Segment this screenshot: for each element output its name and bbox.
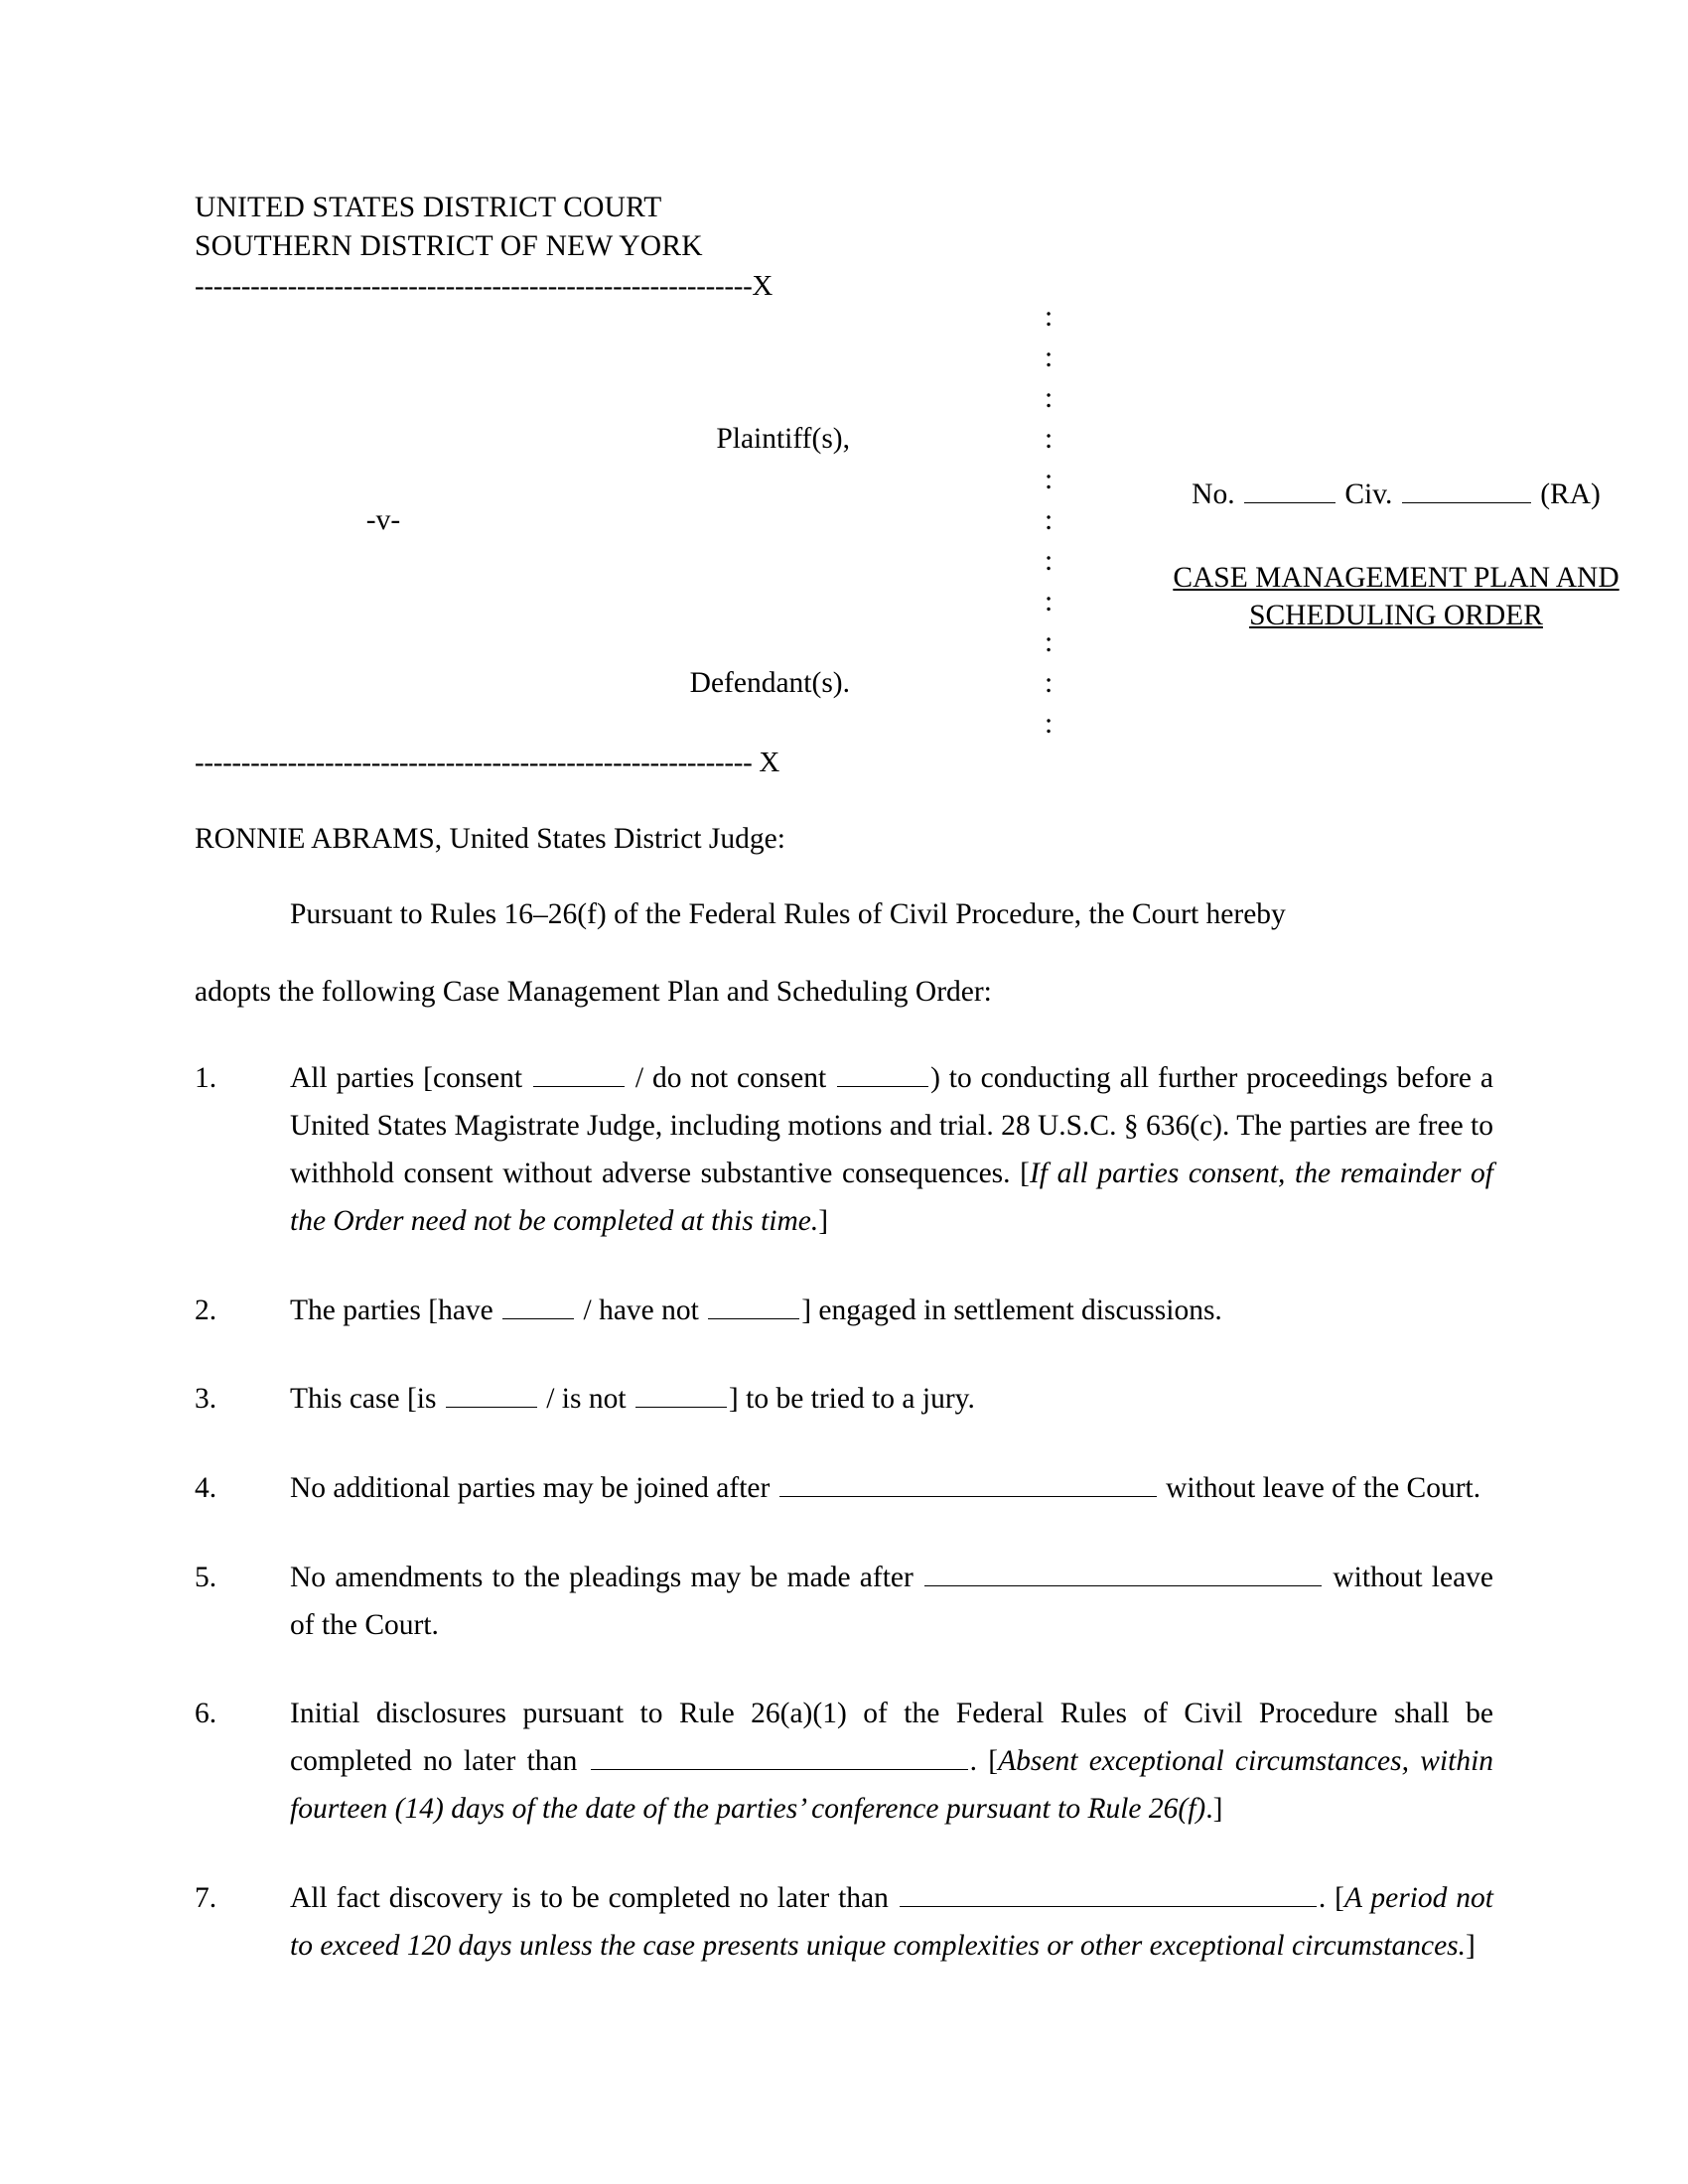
defendant-label: Defendant(s). [689,666,850,699]
caption-bottom-rule: ------------------------------------------------------------ X [195,746,780,778]
docket-case-blank[interactable] [1402,476,1531,503]
item-text: without leave of the Court. [290,1561,1494,1641]
fill-in-blank[interactable] [446,1380,537,1408]
caption-colon: : [1045,422,1054,455]
caption-block [195,300,1619,754]
caption-colon: : [1045,707,1054,740]
item-text: ] to be tried to a jury. [728,1383,975,1416]
numbered-item [195,1055,1493,1245]
caption-colon: : [1045,666,1054,699]
caption-colon: : [1045,544,1054,577]
item-italic-note: Absent exceptional circumstances, within fourteen (14) days of the date of the parties’ conference pursuant to Rule 26(f) [290,1745,1494,1826]
docket-judge-initials: (RA) [1540,478,1601,510]
item-text: This case [is [290,1383,444,1416]
item-number: 5. [195,1561,217,1593]
docket-prefix: No. [1192,478,1235,510]
item-text: ] [1466,1929,1476,1962]
item-text: / is not [538,1383,633,1416]
docket-civ-label: Civ. [1344,478,1393,510]
item-text: Initial disclosures pursuant to Rule 26(a)(1) of the Federal Rules of Civil Procedure shall be completed no later than [290,1698,1493,1778]
item-text: / have not [576,1294,707,1326]
item-text: All fact discovery is to be completed no later than [290,1881,898,1914]
fill-in-blank[interactable] [533,1059,625,1087]
fill-in-blank[interactable] [591,1742,968,1770]
caption-colon: : [1045,463,1054,495]
numbered-item [195,1875,1493,1971]
judge-signature-line: RONNIE ABRAMS, United States District Judge: [195,822,785,855]
item-text: ] engaged in settlement discussions. [801,1294,1222,1326]
numbered-item [195,1376,1493,1424]
numbered-item [195,1288,1493,1335]
caption-colon: : [1045,341,1054,373]
intro-paragraph: Pursuant to Rules 16–26(f) of the Federal Rules of Civil Procedure, the Court hereby [290,897,1286,930]
intro-paragraph-continued: adopts the following Case Management Plan and Scheduling Order: [195,975,992,1008]
document-title [1118,559,1674,635]
fill-in-blank[interactable] [779,1469,1157,1497]
caption-colon: : [1045,503,1054,536]
document-title-line-1: CASE MANAGEMENT PLAN AND [1173,561,1619,594]
item-text: No amendments to the pleadings may be made after [290,1561,923,1593]
item-text: ) to conducting all further proceedings before a United States Magistrate Judge, including motions and trial. 28 U.S.C. § 636(c). The parties are free to withhold consent without adverse substantive consequences. [ [290,1062,1493,1189]
caption-colon: : [1045,585,1054,617]
item-number: 3. [195,1383,217,1416]
court-name-line-1: UNITED STATES DISTRICT COURT [195,192,662,223]
item-number: 4. [195,1472,217,1505]
item-text: All parties [consent [290,1062,531,1095]
fill-in-blank[interactable] [502,1291,574,1318]
fill-in-blank[interactable] [708,1291,799,1318]
item-italic-note: If all parties consent, the remainder of the Order need not be completed at this time. [290,1158,1493,1237]
item-text: No additional parties may be joined after [290,1472,777,1505]
docket-number-line [1118,476,1674,513]
numbered-item [195,1691,1493,1833]
docket-number-blank[interactable] [1244,476,1336,503]
item-italic-note: A period not to exceed 120 days unless the case presents unique complexities or other exceptional circumstances. [290,1881,1493,1962]
item-number: 7. [195,1881,217,1914]
item-number: 6. [195,1698,217,1730]
numbered-item [195,1555,1493,1650]
caption-colon-column [1045,300,1054,751]
item-text: without leave of the Court. [1158,1472,1481,1505]
fill-in-blank[interactable] [837,1059,928,1087]
fill-in-blank[interactable] [635,1380,727,1408]
item-text: . [ [1318,1881,1344,1914]
item-text: / do not consent [627,1062,836,1095]
caption-party-labels [195,303,850,710]
fill-in-blank[interactable] [924,1559,1322,1586]
numbered-item [195,1465,1493,1513]
fill-in-blank[interactable] [900,1879,1317,1907]
item-text: .] [1205,1793,1223,1826]
caption-colon: : [1045,625,1054,658]
item-text: . [ [969,1745,999,1778]
item-text: The parties [have [290,1294,501,1326]
document-title-line-2: SCHEDULING ORDER [1249,600,1543,632]
caption-right-column [1118,303,1674,635]
versus-label: -v- [365,503,401,536]
item-text: ] [818,1204,829,1237]
caption-top-rule: ------------------------------------------------------------X [195,269,774,302]
court-district-line-2: SOUTHERN DISTRICT OF NEW YORK [195,229,703,262]
item-number: 2. [195,1294,217,1326]
caption-colon: : [1045,381,1054,414]
item-number: 1. [195,1062,217,1095]
plaintiff-label: Plaintiff(s), [716,422,850,455]
numbered-items-list [195,1055,1493,1970]
caption-colon: : [1045,300,1054,333]
